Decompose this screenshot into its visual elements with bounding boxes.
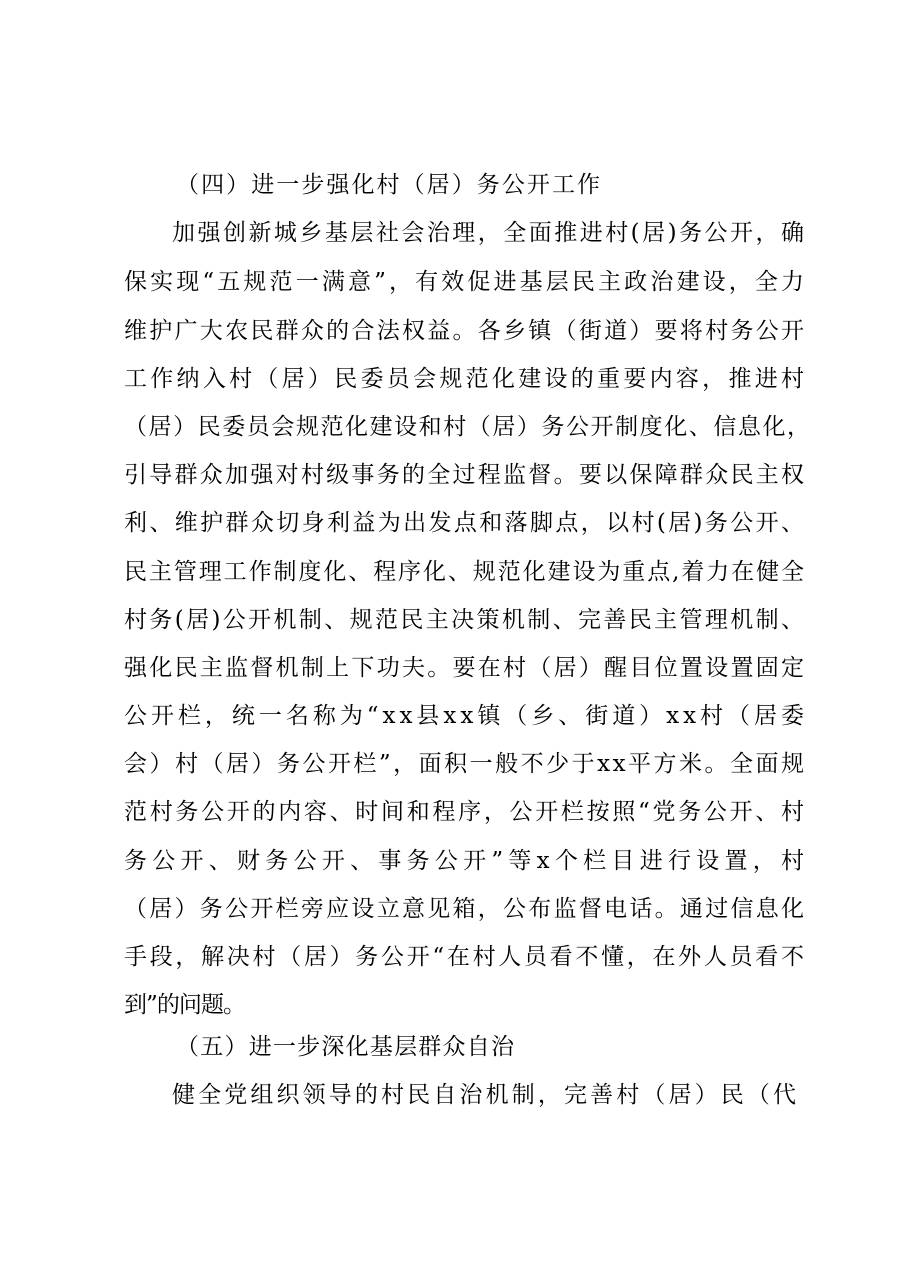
paragraph-line: 会）村（居）务公开栏”，面积一般不少于xx平方米。全面规 [124, 751, 807, 777]
paragraph-line: 务公开、财务公开、事务公开”等x个栏目进行设置，村 [124, 848, 810, 874]
paragraph-line: 工作纳入村（居）民委员会规范化建设的重要内容，推进村 [124, 366, 808, 392]
paragraph-line: 维护广大农民群众的合法权益。各乡镇（街道）要将村务公开 [124, 318, 807, 344]
paragraph-line: 利、维护群众切身利益为出发点和落脚点，以村(居)务公开、 [124, 510, 807, 536]
paragraph-line: 公开栏，统一名称为“xx县xx镇（乡、街道）xx村（居委 [124, 703, 808, 729]
paragraph-line: （居）民委员会规范化建设和村（居）务公开制度化、信息化， [124, 414, 812, 440]
paragraph-line: 民主管理工作制度化、程序化、规范化建设为重点,着力在健全 [124, 559, 806, 585]
section-heading-4: （四）进一步强化村（居）务公开工作 [176, 172, 603, 198]
paragraph-line: 村务(居)公开机制、规范民主决策机制、完善民主管理机制、 [124, 607, 807, 633]
section-heading-5: （五）进一步深化基层群众自治 [176, 1034, 516, 1060]
paragraph-line: 强化民主监督机制上下功夫。要在村（居）醒目位置设置固定 [124, 655, 807, 681]
paragraph-line: 保实现“五规范一满意”，有效促进基层民主政治建设，全力 [124, 269, 808, 295]
paragraph-line: 到”的问题。 [124, 992, 246, 1018]
paragraph-line: （居）务公开栏旁应设立意见箱，公布监督电话。通过信息化 [124, 896, 807, 922]
paragraph-line: 健全党组织领导的村民自治机制，完善村（居）民（代 [172, 1082, 800, 1108]
paragraph-line: 范村务公开的内容、时间和程序，公开栏按照“党务公开、村 [124, 799, 807, 825]
paragraph-line: 加强创新城乡基层社会治理，全面推进村(居)务公开，确 [172, 220, 807, 246]
paragraph-line: 引导群众加强对村级事务的全过程监督。要以保障群众民主权 [124, 462, 807, 488]
paragraph-line: 手段，解决村（居）务公开“在村人员看不懂，在外人员看不 [124, 944, 807, 970]
